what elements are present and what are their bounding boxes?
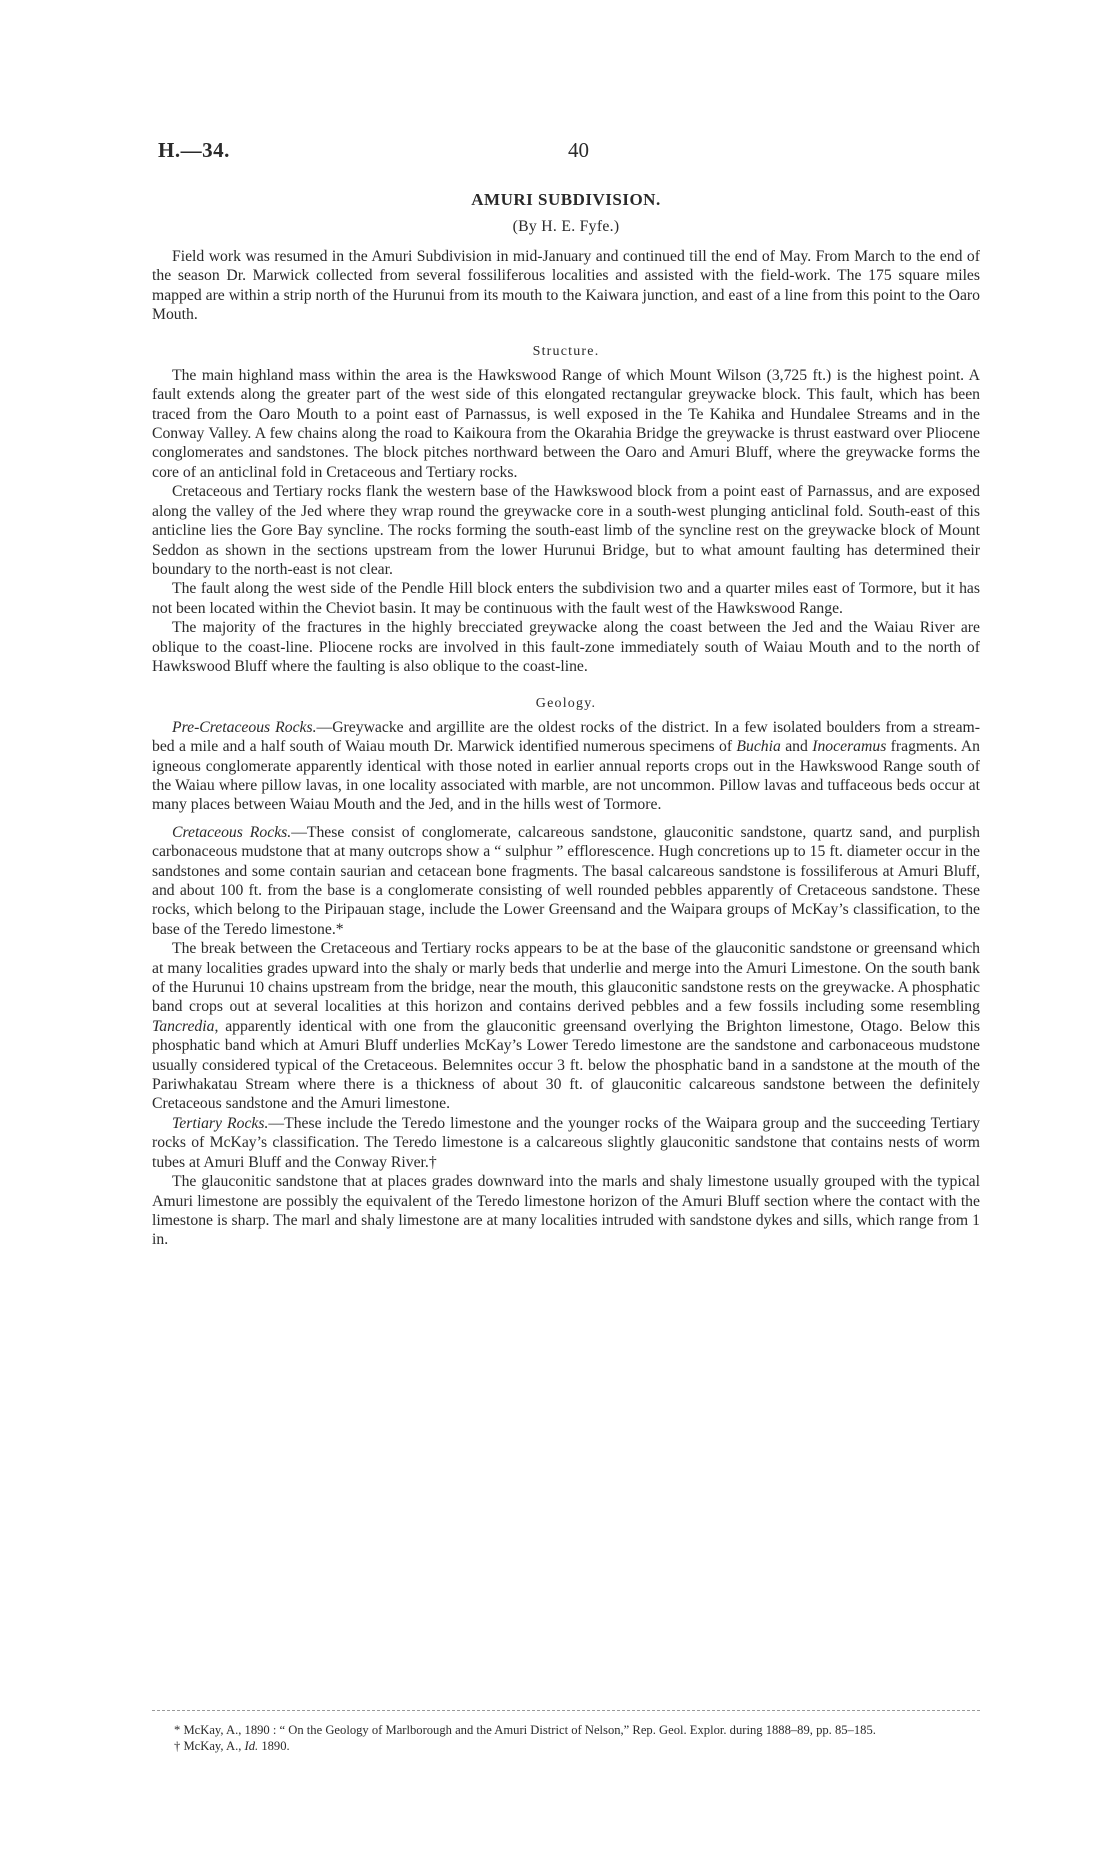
- author-byline: (By H. E. Fyfe.): [512, 218, 620, 236]
- intro-paragraph: Field work was resumed in the Amuri Subdivision in mid-January and continued till the end of May. From March to the end of the season Dr. Marwick collected from several fossiliferous localities and assisted with the field-work. The 175 square miles mapped are within a strip north of the Hurunui from its mouth to the Kaiwara junction, and east of a line from this point to the Oaro Mouth.: [152, 247, 980, 324]
- footnote-rule: [152, 1710, 980, 1711]
- structure-heading: Structure.: [532, 344, 600, 360]
- main-content: [152, 190, 980, 1250]
- cretaceous-paragraph: [152, 823, 980, 939]
- footnote-2-text-a: † McKay, A.,: [174, 1738, 245, 1753]
- pre-cretaceous-text-b: fragments. An igneous conglomerate apparently identical with those noted in earlier annual reports crops out in the Hawkswood Range south of the Waiau where pillow lavas, in one locality associated with marble, are not uncommon. Pillow lavas and tuffaceous beds occur at many places between Waiau Mouth and the Jed, and in the hills west of Tormore.: [152, 738, 980, 814]
- pre-cretaceous-paragraph: [152, 718, 980, 815]
- pre-cretaceous-text-a: —Greywacke and argillite are the oldest rocks of the district. In a few isolated boulders from a stream-bed a mile and a half south of Waiau mouth Dr. Marwick identified numerous specimens of: [152, 718, 980, 756]
- section-title: AMURI SUBDIVISION.: [471, 190, 661, 209]
- running-header: [158, 138, 998, 164]
- geology-heading: Geology.: [535, 696, 597, 712]
- pre-cretaceous-and: and: [780, 738, 813, 756]
- cretaceous-text: —These consist of conglomerate, calcareous sandstone, glauconitic sandstone, quartz sand, and purplish carbonaceous mudstone that at many outcrops show a “ sulphur ” efflorescence. Hugh concretions up to 15 ft. diameter occur in the sandstones and some contain saurian and cetacean bone fragments. The basal calcareous sandstone is fossiliferous at Amuri Bluff, and about 100 ft. from the base is a conglomerate consisting of well rounded pebbles apparently of Cretaceous sandstone. These rocks, which belong to the Piripauan stage, include the Lower Greensand and the Waipara groups of McKay’s classification, to the base of the Teredo limestone.*: [152, 823, 980, 938]
- footnote-2: [152, 1739, 980, 1755]
- document-reference: H.—34.: [158, 138, 230, 162]
- inoceramus-term: Inoceramus: [812, 738, 887, 756]
- structure-paragraph-2: Cretaceous and Tertiary rocks flank the western base of the Hawkswood block from a point east of Parnassus, and are exposed along the valley of the Jed where they wrap round the greywacke core in a south-west plunging anticlinal fold. South-east of this anticline lies the Gore Bay syncline. The rocks forming the south-east limb of the syncline rest on the greywacke block of Mount Seddon as shown in the sections upstream from the lower Hurunui Bridge, but to what amount faulting has determined their boundary to the north-east is not clear.: [152, 483, 980, 578]
- break-text-b: , apparently identical with one from the glauconitic greensand overlying the Brighton limestone, Otago. Below this phosphatic band which at Amuri Bluff underlies McKay’s Lower Teredo limestone are the sandstone and carbonaceous mudstone usually considered typical of the Cretaceous. Belemnites occur 3 ft. below the phosphatic band in a sandstone at the mouth of the Pariwhakatau Stream where there is a thickness of about 30 ft. of glauconitic calcareous sandstone between the definitely Cretaceous sandstone and the Amuri limestone.: [152, 1017, 980, 1113]
- pre-cretaceous-label: Pre-Cretaceous Rocks.: [172, 718, 317, 736]
- tertiary-text: —These include the Teredo limestone and the younger rocks of the Waipara group and the succeeding Tertiary rocks of McKay’s classification. The Teredo limestone is a calcareous slightly glauconitic sandstone that contains nests of worm tubes at Amuri Bluff and the Conway River.†: [152, 1114, 981, 1171]
- cretaceous-label: Cretaceous Rocks.: [172, 823, 292, 841]
- tancredia-term: Tancredia: [152, 1017, 215, 1035]
- buchia-term: Buchia: [736, 738, 781, 756]
- structure-paragraph-3: The fault along the west side of the Pendle Hill block enters the subdivision two and a quarter miles east of Tormore, but it has not been located within the Cheviot basin. It may be continuous with the fault west of the Hawkswood Range.: [152, 580, 980, 617]
- tertiary-label: Tertiary Rocks.: [172, 1114, 269, 1132]
- footnote-2-text-b: 1890.: [258, 1738, 290, 1753]
- page-number: 40: [568, 138, 589, 162]
- tertiary-paragraph: [152, 1114, 980, 1172]
- break-paragraph: [152, 939, 980, 1114]
- footnote-2-id: Id.: [244, 1738, 259, 1753]
- structure-paragraph-1: The main highland mass within the area is the Hawkswood Range of which Mount Wilson (3,725 ft.) is the highest point. A fault extends along the greater part of the west side of this elongated rectangular greywacke block. This fault, which has been traced from the Oaro Mouth to a point east of Parnassus, is well exposed in the Te Kahika and Hundalee Streams and in the Conway Valley. A few chains along the road to Kaikoura from the Okarahia Bridge the greywacke is thrust eastward over Pliocene conglomerates and sandstones. The block pitches northward between the Oaro and Amuri Bluff, where the greywacke forms the core of an anticlinal fold in Cretaceous and Tertiary rocks.: [152, 366, 980, 481]
- structure-paragraph-4: The majority of the fractures in the highly brecciated greywacke along the coast between the Jed and the Waiau River are oblique to the coast-line. Pliocene rocks are involved in this fault-zone immediately south of Waiau Mouth and to the north of Hawkswood Bluff where the faulting is also oblique to the coast-line.: [152, 619, 980, 675]
- break-text-a: The break between the Cretaceous and Tertiary rocks appears to be at the base of the glauconitic sandstone or greensand which at many localities grades upward into the shaly or marly beds that underlie and merge into the Amuri Limestone. On the south bank of the Hurunui 10 chains upstream from the bridge, near the mouth, this glauconitic sandstone rests on the greywacke. A phosphatic band crops out at several localities at this horizon and contains derived pebbles and a few fossils including some resembling: [152, 940, 980, 1016]
- glauconitic-paragraph: The glauconitic sandstone that at places grades downward into the marls and shaly limestone usually grouped with the typical Amuri limestone are possibly the equivalent of the Teredo limestone horizon of the Amuri Bluff section where the contact with the limestone is sharp. The marl and shaly limestone are at many localities intruded with sandstone dykes and sills, which range from 1 in.: [152, 1173, 980, 1249]
- footnote-1: * McKay, A., 1890 : “ On the Geology of Marlborough and the Amuri District of Nelson,” Rep. Geol. Explor. during 1888–89, pp. 85–185.: [174, 1723, 876, 1737]
- footnotes: [152, 1723, 980, 1754]
